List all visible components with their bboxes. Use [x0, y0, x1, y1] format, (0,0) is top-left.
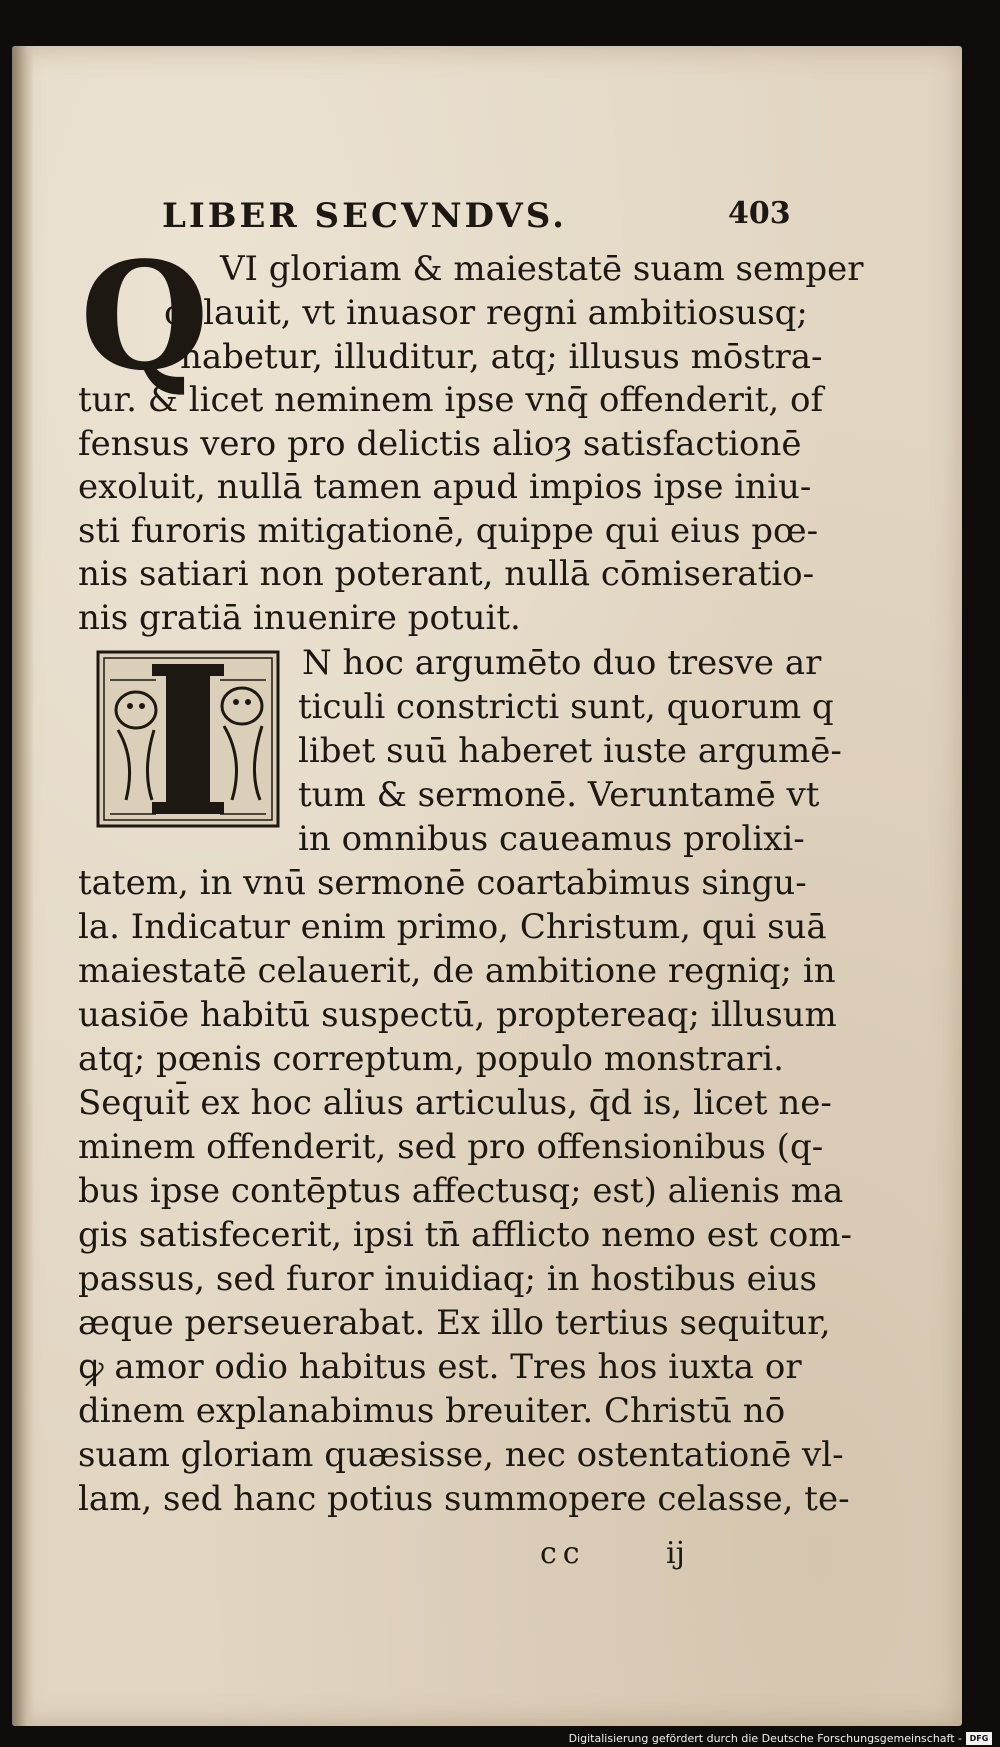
signature-mark: ij [666, 1536, 685, 1571]
digitization-credit [569, 1732, 992, 1745]
text-line: exoluit, nullā tamen apud impios ipse iniu- [78, 467, 812, 507]
text-line: ticuli constricti sunt, quorum q [298, 687, 834, 727]
text-line: in omnibus caueamus prolixi- [298, 819, 805, 859]
text-line: la. Indicatur enim primo, Christum, qui suā [78, 907, 827, 947]
text-line: ꝙ amor odio habitus est. Tres hos iuxta or [78, 1347, 802, 1387]
text-line: gis satisfecerit, ipsi tn̄ afflicto nemo est com- [78, 1215, 852, 1255]
text-line: æque perseuerabat. Ex illo tertius sequitur, [78, 1303, 831, 1343]
text-line: celauit, vt inuasor regni ambitiosusq; [164, 293, 808, 333]
text-line: Sequit̄ ex hoc alius articulus, q̄d is, licet ne- [78, 1083, 832, 1123]
book-page [12, 46, 962, 1726]
running-head: LIBER SECVNDVS. [162, 196, 567, 236]
decorated-initial-i [96, 650, 280, 828]
text-line: minem offenderit, sed pro offensionibus (q- [78, 1127, 824, 1167]
text-line: maiestatē celauerit, de ambitione regniq; in [78, 951, 836, 991]
folio-number: 403 [728, 196, 791, 231]
text-line: N hoc argumēto duo tresve ar [302, 643, 822, 683]
catchwords: cc [540, 1536, 586, 1571]
text-line: fensus vero pro delictis alioȝ satisfactionē [78, 424, 802, 464]
text-line: atq; pœnis correptum, populo monstrari. [78, 1039, 784, 1079]
text-line: habetur, illuditur, atq; illusus mōstra- [180, 337, 823, 377]
text-line: nis gratiā inuenire potuit. [78, 598, 521, 638]
text-line: sti furoris mitigationē, quippe qui eius pœ- [78, 511, 819, 551]
page-binding-edge [12, 46, 34, 1726]
text-line: passus, sed furor inuidiaq; in hostibus eius [78, 1259, 817, 1299]
credit-text: Digitalisierung gefördert durch die Deutsche Forschungsgemeinschaft - [568, 1732, 962, 1745]
dfg-logo: DFG [966, 1732, 992, 1745]
text-line: VI gloriam & maiestatē suam semper [220, 249, 864, 289]
text-line: bus ipse contēptus affectusq; est) alienis ma [78, 1171, 844, 1211]
text-line: tur. & licet neminem ipse vnq̄ offenderit, of [78, 380, 824, 420]
text-line: libet suū haberet iuste argumē- [298, 731, 842, 771]
text-line: suam gloriam quæsisse, nec ostentationē vl- [78, 1435, 844, 1475]
initial-letter-q: Q [80, 229, 209, 403]
text-line: lam, sed hanc potius summopere celasse, te- [78, 1479, 850, 1519]
text-line: dinem explanabimus breuiter. Christū nō [78, 1391, 786, 1431]
text-line: tum & sermonē. Veruntamē vt [298, 775, 820, 815]
text-line: uasiōe habitū suspectū, proptereaq; illusum [78, 995, 837, 1035]
text-line: tatem, in vnū sermonē coartabimus singu- [78, 863, 807, 903]
text-line: nis satiari non poterant, nullā cōmiseratio- [78, 554, 815, 594]
